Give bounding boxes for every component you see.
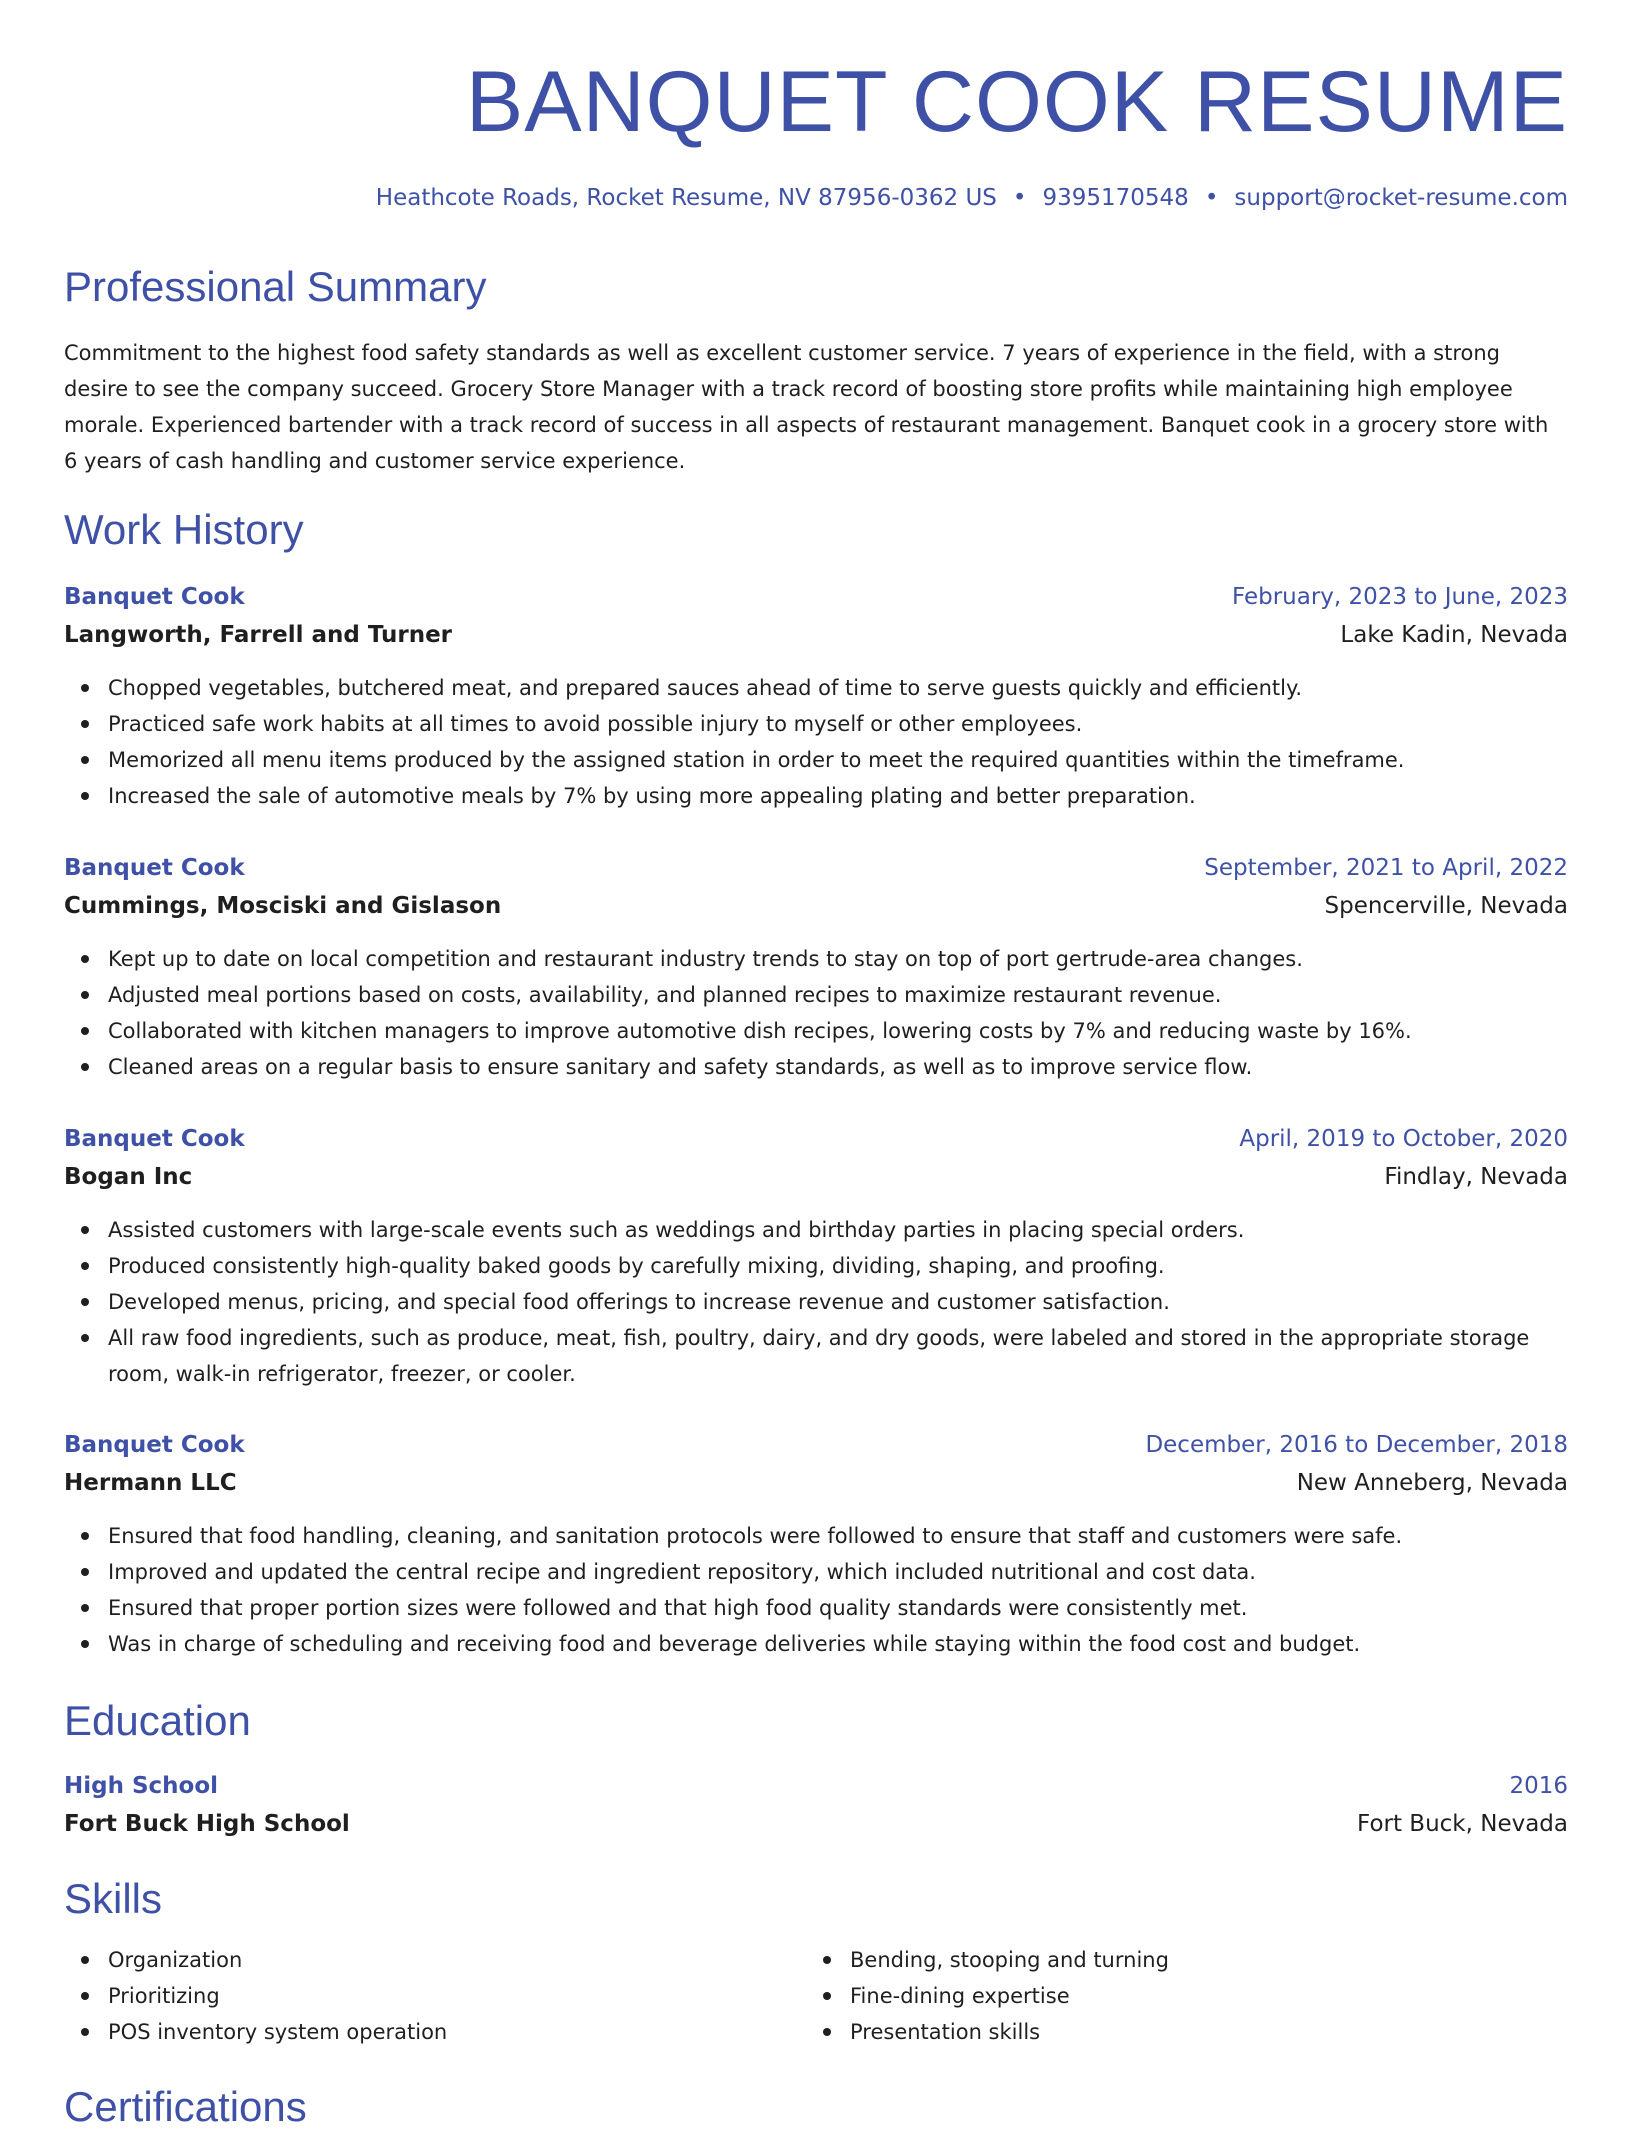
job-bullets — [64, 1212, 1568, 1392]
bullet-icon — [81, 991, 89, 999]
list-item: All raw food ingredients, such as produce, meat, fish, poultry, dairy, and dry goods, were labeled and stored in the appropriate storage room, walk-in refrigerator, freezer, or cooler. — [64, 1320, 1568, 1392]
list-item: Developed menus, pricing, and special food offerings to increase revenue and customer satisfaction. — [64, 1284, 1568, 1320]
contact-line — [376, 181, 1568, 215]
contact-email[interactable]: support@rocket-resume.com — [1234, 185, 1568, 211]
list-item: Prioritizing — [64, 1978, 447, 2014]
bullet-icon — [81, 1262, 89, 1270]
job-employer-row — [64, 887, 1568, 925]
job-employer-row — [64, 1464, 1568, 1502]
job-employer: Langworth, Farrell and Turner — [64, 622, 453, 648]
education-school: Fort Buck High School — [64, 1811, 350, 1837]
job-bullets — [64, 941, 1568, 1085]
skills-column-2 — [806, 1942, 1169, 2050]
list-item: Cleaned areas on a regular basis to ensure sanitary and safety standards, as well as to improve service flow. — [64, 1049, 1568, 1085]
job-location: New Anneberg, Nevada — [1296, 1470, 1568, 1496]
job-entry — [64, 578, 1568, 814]
job-employer: Bogan Inc — [64, 1164, 193, 1190]
bullet-icon — [81, 1298, 89, 1306]
bullet-icon — [823, 1956, 831, 1964]
bullet-icon — [823, 2028, 831, 2036]
job-employer-row — [64, 1158, 1568, 1196]
education-heading: Education — [64, 1697, 251, 1744]
list-item: Fine-dining expertise — [806, 1978, 1169, 2014]
bullet-icon — [81, 756, 89, 764]
bullet-icon — [81, 1226, 89, 1234]
list-item: Produced consistently high-quality baked goods by carefully mixing, dividing, shaping, and proofing. — [64, 1248, 1568, 1284]
education-location: Fort Buck, Nevada — [1357, 1811, 1568, 1837]
list-item: Organization — [64, 1942, 447, 1978]
resume-title: BANQUET COOK RESUME — [465, 54, 1568, 150]
list-item: Adjusted meal portions based on costs, availability, and planned recipes to maximize restaurant revenue. — [64, 977, 1568, 1013]
bullet-icon — [81, 1027, 89, 1035]
list-item: Increased the sale of automotive meals by 7% by using more appealing plating and better preparation. — [64, 778, 1568, 814]
job-entry — [64, 1120, 1568, 1392]
work-history-heading: Work History — [64, 506, 304, 553]
job-title: Banquet Cook — [64, 1126, 245, 1152]
bullet-icon — [81, 1532, 89, 1540]
education-school-row — [64, 1805, 1568, 1843]
job-header — [64, 1120, 1568, 1158]
bullet-icon — [81, 1334, 89, 1342]
skills-column-1 — [64, 1942, 447, 2050]
bullet-icon — [81, 1640, 89, 1648]
summary-text: Commitment to the highest food safety standards as well as excellent customer service. 7 years of experience in the field, with a strong desire to see the company succeed. Grocery Store Manager with a track record of boosting store profits while maintaining high employee morale. Experienced bartender with a track record of success in all aspects of restaurant management. Banquet cook in a grocery store with 6 years of cash handling and customer service experience. — [64, 341, 1549, 473]
education-header — [64, 1767, 1568, 1805]
job-employer: Cummings, Mosciski and Gislason — [64, 893, 502, 919]
list-item: Assisted customers with large-scale events such as weddings and birthday parties in placing special orders. — [64, 1212, 1568, 1248]
job-employer-row — [64, 616, 1568, 654]
education-year: 2016 — [1509, 1773, 1568, 1799]
list-item: Presentation skills — [806, 2014, 1169, 2050]
job-dates: April, 2019 to October, 2020 — [1239, 1126, 1568, 1152]
contact-separator: • — [1012, 185, 1027, 211]
job-title: Banquet Cook — [64, 584, 245, 610]
bullet-icon — [81, 1992, 89, 2000]
list-item: Practiced safe work habits at all times to avoid possible injury to myself or other employees. — [64, 706, 1568, 742]
job-dates: September, 2021 to April, 2022 — [1204, 855, 1568, 881]
list-item: Kept up to date on local competition and restaurant industry trends to stay on top of port gertrude-area changes. — [64, 941, 1568, 977]
contact-phone: 9395170548 — [1042, 185, 1189, 211]
job-header — [64, 849, 1568, 887]
contact-separator: • — [1204, 185, 1219, 211]
bullet-icon — [81, 1604, 89, 1612]
list-item: Ensured that proper portion sizes were followed and that high food quality standards were consistently met. — [64, 1590, 1568, 1626]
list-item: Memorized all menu items produced by the assigned station in order to meet the required quantities within the timeframe. — [64, 742, 1568, 778]
job-header — [64, 578, 1568, 616]
contact-address: Heathcote Roads, Rocket Resume, NV 87956-0362 US — [375, 185, 997, 211]
list-item: Ensured that food handling, cleaning, and sanitation protocols were followed to ensure that staff and customers were safe. — [64, 1518, 1568, 1554]
job-employer: Hermann LLC — [64, 1470, 237, 1496]
job-location: Spencerville, Nevada — [1324, 893, 1568, 919]
job-dates: February, 2023 to June, 2023 — [1231, 584, 1568, 610]
bullet-icon — [823, 1992, 831, 2000]
bullet-icon — [81, 2028, 89, 2036]
bullet-icon — [81, 1063, 89, 1071]
education-entry — [64, 1767, 1568, 1843]
job-entry — [64, 1426, 1568, 1662]
job-bullets — [64, 670, 1568, 814]
job-bullets — [64, 1518, 1568, 1662]
job-title: Banquet Cook — [64, 855, 245, 881]
job-location: Lake Kadin, Nevada — [1340, 622, 1568, 648]
education-degree: High School — [64, 1773, 219, 1799]
summary-heading: Professional Summary — [64, 263, 487, 310]
list-item: Improved and updated the central recipe and ingredient repository, which included nutritional and cost data. — [64, 1554, 1568, 1590]
bullet-icon — [81, 720, 89, 728]
list-item: Collaborated with kitchen managers to improve automotive dish recipes, lowering costs by 7% and reducing waste by 16%. — [64, 1013, 1568, 1049]
job-header — [64, 1426, 1568, 1464]
job-entry — [64, 849, 1568, 1085]
bullet-icon — [81, 955, 89, 963]
bullet-icon — [81, 1956, 89, 1964]
bullet-icon — [81, 684, 89, 692]
skills-heading: Skills — [64, 1875, 163, 1922]
bullet-icon — [81, 792, 89, 800]
list-item: Bending, stooping and turning — [806, 1942, 1169, 1978]
bullet-icon — [81, 1568, 89, 1576]
job-title: Banquet Cook — [64, 1432, 245, 1458]
list-item: POS inventory system operation — [64, 2014, 447, 2050]
job-dates: December, 2016 to December, 2018 — [1145, 1432, 1568, 1458]
certifications-heading: Certifications — [64, 2083, 307, 2130]
job-location: Findlay, Nevada — [1384, 1164, 1568, 1190]
list-item: Chopped vegetables, butchered meat, and prepared sauces ahead of time to serve guests quickly and efficiently. — [64, 670, 1568, 706]
list-item: Was in charge of scheduling and receiving food and beverage deliveries while staying within the food cost and budget. — [64, 1626, 1568, 1662]
